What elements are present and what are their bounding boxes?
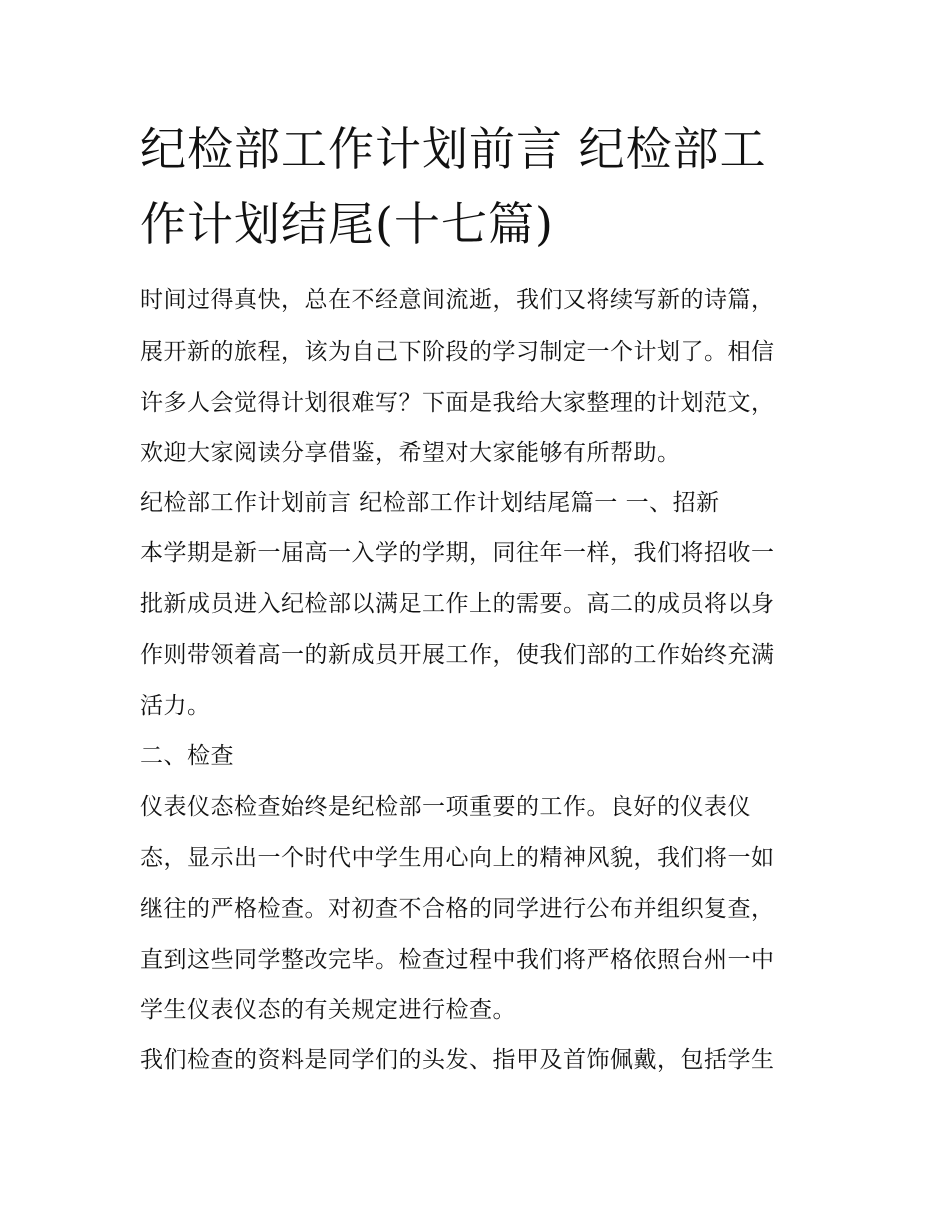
body-line: 学生仪表仪态的有关规定进行检查。 [140,997,516,1023]
body-line: 本学期是新一届高一入学的学期，同往年一样，我们将招收一 [140,540,775,566]
body-line: 批新成员进入纪检部以满足工作上的需要。高二的成员将以身 [140,591,775,617]
document-title [140,112,820,262]
section-heading-line: 二、检查 [140,743,234,769]
body-line: 许多人会觉得计划很难写？下面是我给大家整理的计划范文， [140,390,775,416]
body-line: 作则带领着高一的新成员开展工作，使我们部的工作始终充满 [140,642,775,668]
body-line: 仪表仪态检查始终是纪检部一项重要的工作。良好的仪表仪 [140,794,751,820]
body-line: 我们检查的资料是同学们的头发、指甲及首饰佩戴，包括学生 [140,1047,775,1073]
body-line: 继往的严格检查。对初查不合格的同学进行公布并组织复查， [140,896,775,922]
body-line: 展开新的旅程，该为自己下阶段的学习制定一个计划了。相信 [140,339,775,365]
title-line-1: 纪检部工作计划前言 纪检部工 [140,122,767,176]
body-line: 活力。 [140,693,211,719]
section-heading-line: 纪检部工作计划前言 纪检部工作计划结尾篇一 一、招新 [140,490,720,516]
body-line: 时间过得真快，总在不经意间流逝，我们又将续写新的诗篇， [140,287,775,313]
title-line-2: 作计划结尾(十七篇) [140,197,554,251]
body-line: 态，显示出一个时代中学生用心向上的精神风貌，我们将一如 [140,845,775,871]
body-line: 欢迎大家阅读分享借鉴，希望对大家能够有所帮助。 [140,440,681,466]
body-line: 直到这些同学整改完毕。检查过程中我们将严格依照台州一中 [140,947,775,973]
